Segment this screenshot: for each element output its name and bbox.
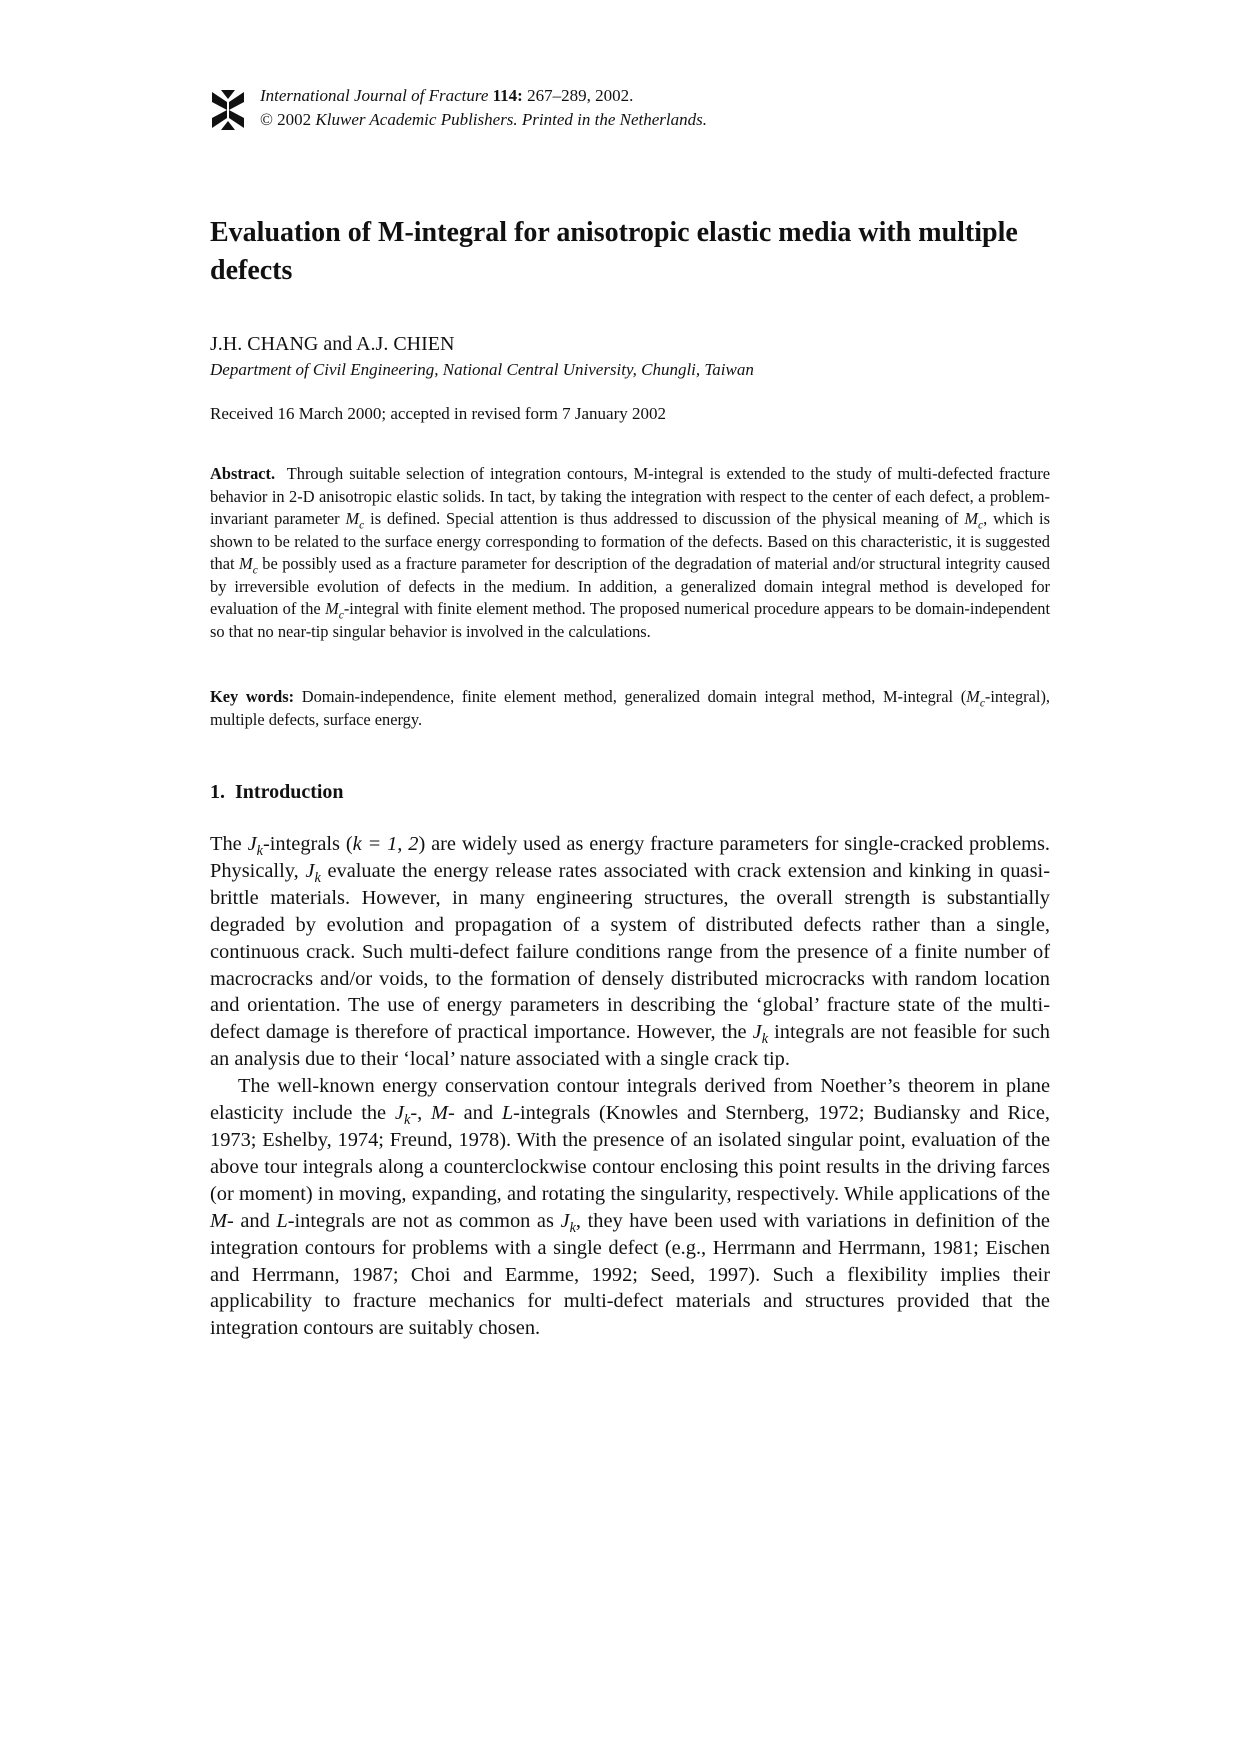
- math-symbol: k = 1, 2: [352, 833, 419, 855]
- math-symbol: $M_c$: [966, 687, 985, 710]
- author-affiliation: Department of Civil Engineering, National Central University, Chungli, Taiwan: [210, 360, 754, 379]
- math-symbol: $J_k$: [560, 1209, 576, 1236]
- keywords-text: Domain-independence, finite element method, generalized domain integral method, M-integral (: [301, 687, 967, 706]
- math-symbol: $J_k$: [247, 833, 263, 860]
- journal-name: International Journal of Fracture: [260, 86, 489, 105]
- journal-header: [210, 84, 1110, 138]
- journal-citation: [260, 84, 707, 132]
- journal-pages-year: 267–289, 2002.: [527, 86, 634, 105]
- copyright-year: 2002: [277, 110, 312, 129]
- paragraph: The well-known energy conservation contour integrals derived from Noether’s theorem in plane elasticity include the $J_k-$, M- and L-integrals (Knowles and Sternberg, 1972; Budiansky and Rice, 1973; Eshelby, 1974; Freund, 1978). With the presence of an isolated singular point, evaluation of the above tour integrals along a counterclockwise contour enclosing this point results in the driving farces (or moment) in moving, expanding, and rotating the singularity, respectively. While applications of the M- and L-integrals are not as common as $J_k$, they have been used with variations in definition of the integration contours for problems with a single defect (e.g., Herrmann and Herrmann, 1981; Eischen and Herrmann, 1987; Choi and Earmme, 1992; Seed, 1997). Such a flexibility implies their applicability to fracture mechanics for multi-defect materials and structures provided that the integration contours are suitably chosen.: [210, 1075, 1050, 1340]
- publisher-name: Kluwer Academic Publishers.: [315, 110, 518, 129]
- math-symbol: $J_k$: [394, 1102, 411, 1129]
- keywords-text: -integral), multiple defects, surface energy.: [210, 687, 1050, 729]
- copyright-line: [260, 108, 707, 132]
- abstract-text: , which is shown to be related to the surface energy corresponding to formation of the defects. Based on this characteristic, it is suggested that: [210, 509, 1050, 573]
- abstract-text: is defined. Special attention is thus addressed to discussion of the physical meaning of: [370, 509, 959, 528]
- abstract: [210, 463, 1050, 643]
- printed-note: Printed in the Netherlands.: [521, 110, 708, 129]
- math-symbol: $M_c$: [964, 509, 984, 532]
- paper-title: Evaluation of M-integral for anisotropic elastic media with multiple defects: [210, 217, 1018, 286]
- math-symbol: M: [210, 1209, 227, 1232]
- section-title: Introduction: [235, 781, 344, 803]
- math-symbol: M: [431, 1102, 448, 1125]
- keywords: [210, 686, 1050, 731]
- journal-volume: 114:: [492, 86, 523, 105]
- abstract-label: Abstract.: [210, 464, 276, 483]
- math-symbol: L: [276, 1209, 288, 1232]
- math-symbol: $J_k$: [752, 1021, 769, 1048]
- math-symbol: $M_c$: [345, 509, 365, 532]
- math-symbol: $J_k$: [305, 859, 321, 886]
- abstract-text: be possibly used as a fracture parameter for description of the degradation of material and/or structural integrity caused by irreversible evolution of defects in the medium. In addition, a generalized domain integral method is developed for evaluation of the: [210, 554, 1050, 618]
- citation-line: [260, 84, 707, 108]
- paragraph: The $J_k$-integrals (k = 1, 2) are widely used as energy fracture parameters for single-cracked problems. Physically, $J_k$ evaluate the energy release rates associated with crack extension and kinking in quasi-brittle materials. However, in many engineering structures, the overall strength is substantially degraded by evolution and propagation of a system of distributed defects rather than a single, continuous crack. Such multi-defect failure conditions range from the presence of a finite number of macrocracks and/or voids, to the formation of densely distributed microcracks with random location and orientation. The use of energy parameters in describing the ‘global’ fracture state of the multi-defect damage is therefore of practical importance. However, the $J_k$ integrals are not feasible for such an analysis due to their ‘local’ nature associated with a single crack tip.: [210, 833, 1051, 1071]
- keywords-label: Key words:: [210, 687, 295, 706]
- abstract-text: -integral with finite element method. The proposed numerical procedure appears to be domain-independent so that no near-tip singular behavior is involved in the calculations.: [210, 599, 1050, 641]
- publisher-logo-icon: [210, 90, 246, 130]
- body-text: [210, 831, 1050, 1342]
- paper-authors: J.H. CHANG and A.J. CHIEN: [210, 333, 455, 355]
- received-date: Received 16 March 2000; accepted in revised form 7 January 2002: [210, 404, 667, 423]
- abstract-text: Through suitable selection of integration contours, M-integral is extended to the study of multi-defected fracture behavior in 2-D anisotropic elastic solids. In tact, by taking the integration with respect to the center of each defect, a problem-invariant parameter: [210, 464, 1050, 528]
- section-heading: [210, 778, 344, 806]
- math-symbol: $M_c$: [325, 599, 344, 622]
- copyright-symbol: ©: [260, 110, 273, 129]
- math-symbol: L: [501, 1102, 514, 1125]
- section-number: 1.: [210, 781, 225, 803]
- math-symbol: $M_c$: [239, 554, 258, 577]
